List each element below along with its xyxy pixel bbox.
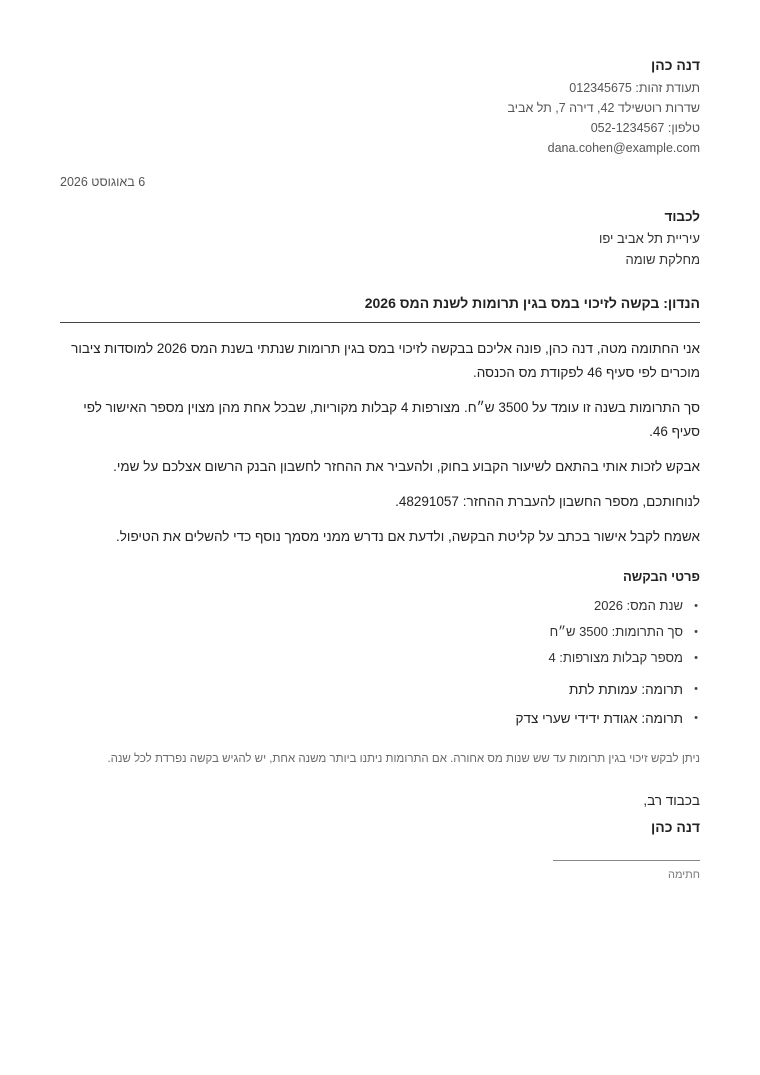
recipient-block [60,206,700,270]
bullet-icon: • [694,652,698,664]
sender-block [60,55,700,158]
list-item [60,645,700,671]
sender-id-number: תעודת זהות: 012345675 [569,81,700,95]
closing-name: דנה כהן [651,819,700,835]
body-paragraph-intro: אני החתומה מטה, דנה כהן, פונה אליכם בבקשה לזיכוי במס בגין תרומות שנתתי בשנת המס 2026 למוסדות ציבור מוכרים לפי סעיף 46 לפקודת מס הכנסה. [71,341,700,380]
bullet-icon: • [694,600,698,612]
letter-date: 6 באוגוסט 2026 [60,175,146,189]
body-paragraph-amount: סך התרומות בשנה זו עומד על 3500 ש״ח. מצורפות 4 קבלות מקוריות, שבכל אחת מהן מצוין מספר האישור לפי סעיף 46. [83,400,700,439]
subject-line: הנדון: בקשה לזיכוי במס בגין תרומות לשנת המס 2026 [60,292,700,323]
recipient-department: מחלקת שומה [625,252,700,267]
list-item [60,704,700,733]
sender-name: דנה כהן [651,57,700,73]
closing-greeting: בכבוד רב, [643,793,700,808]
details-title: פרטי הבקשה [622,569,700,584]
details-list [60,593,700,671]
bullet-icon: • [694,683,698,695]
bullet-icon: • [694,712,698,724]
detail-tax-year: שנת המס: 2026 [594,598,683,613]
bullet-icon: • [694,626,698,638]
footnote: ניתן לבקש זיכוי בגין תרומות עד שש שנות מס אחורה. אם התרומות ניתנו ביותר משנה אחת, יש להגיש בקשה נפרדת לכל שנה. [107,753,700,765]
signature-line [553,860,700,861]
body-paragraph-account: לנוחותכם, מספר החשבון להעברת ההחזר: 48291057. [395,494,700,509]
donation-item: תרומה: עמותת לתת [569,682,683,697]
donations-list [60,675,700,733]
sender-address: שדרות רוטשילד 42, דירה 7, תל אביב [507,101,700,115]
list-item [60,675,700,704]
recipient-honorific: לכבוד [664,209,700,224]
sender-phone: טלפון: 052-1234567 [590,121,700,135]
donation-item: תרומה: אגודת ידידי שערי צדק [515,711,683,726]
recipient-organization: עיריית תל אביב יפו [598,231,700,246]
detail-receipt-count: מספר קבלות מצורפות: 4 [548,650,683,665]
detail-total-donations: סך התרומות: 3500 ש״ח [549,624,683,639]
body-paragraph-request: אבקש לזכות אותי בהתאם לשיעור הקבוע בחוק, ולהעביר את ההחזר לחשבון הבנק הרשום אצלכם על שמי. [113,459,700,474]
signature-label: חתימה [667,869,700,881]
sender-email: dana.cohen@example.com [547,141,700,155]
list-item [60,619,700,645]
body-paragraph-confirmation: אשמח לקבל אישור בכתב על קליטת הבקשה, ולדעת אם נדרש ממני מסמך נוסף כדי להשלים את הטיפול. [116,529,700,544]
list-item [60,593,700,619]
